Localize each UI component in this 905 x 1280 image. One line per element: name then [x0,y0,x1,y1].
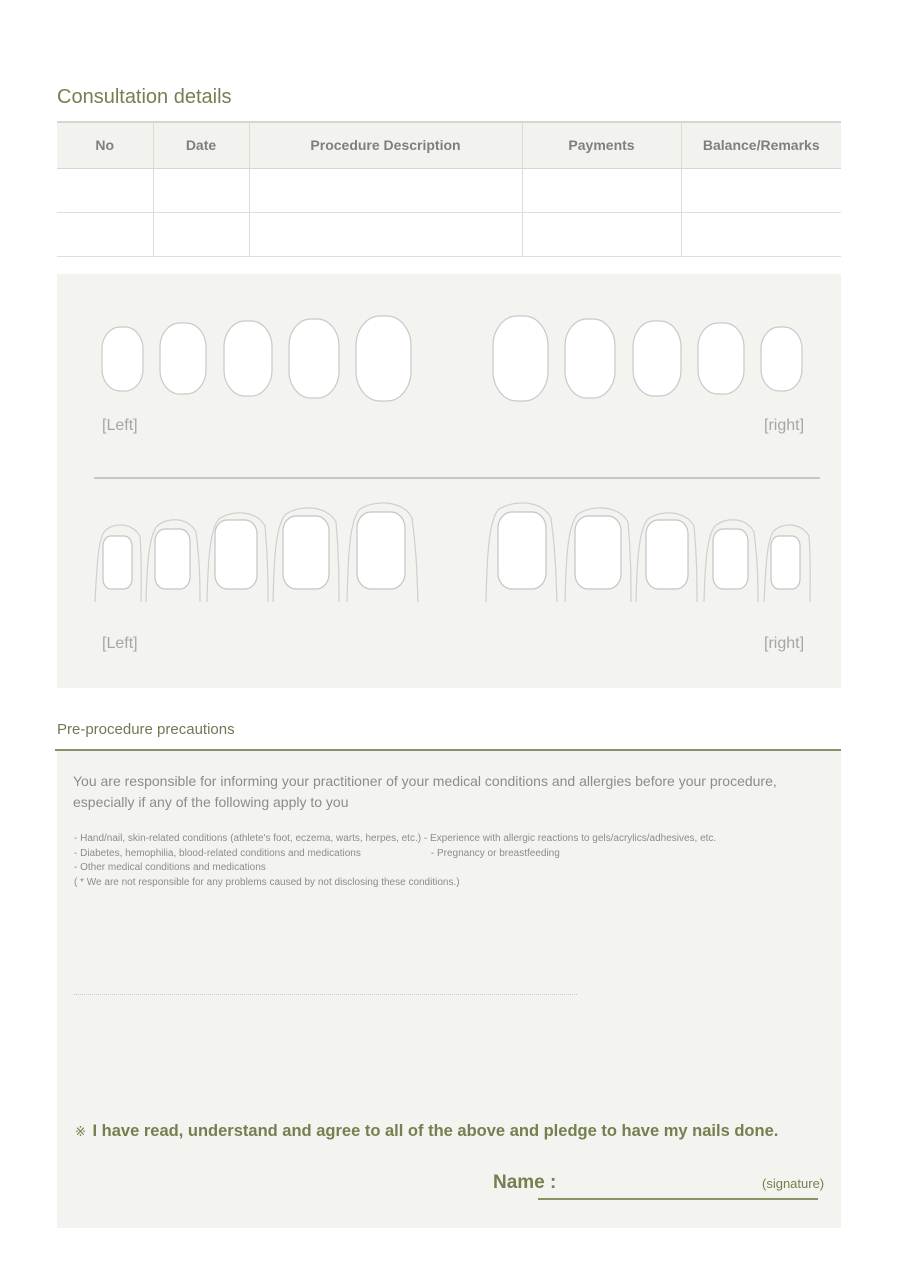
name-label: Name : [493,1172,557,1193]
reference-mark-icon: ※ [75,1124,86,1139]
list-item-text: - Diabetes, hemophilia, blood-related conditions and medications [74,847,361,859]
top-left-hand-label: [Left] [102,417,138,434]
list-item-text: - Pregnancy or breastfeeding [430,847,560,859]
table-cell[interactable] [522,212,681,256]
disclaimer-note: ( * We are not responsible for any problems caused by not disclosing these conditions.) [74,876,460,888]
table-cell[interactable] [681,212,841,256]
signature-label: (signature) [762,1176,825,1191]
notes-line [74,994,577,995]
nail-shape [493,316,548,401]
nail-shape [713,529,748,589]
precautions-list [74,832,716,890]
bottom-left-hand-label: [Left] [102,635,138,652]
consultation-table [57,121,841,257]
table-cell[interactable] [249,212,522,256]
nail-shape [771,536,800,589]
list-item-text: - Experience with allergic reactions to gels/acrylics/adhesives, etc. [423,833,717,844]
nail-shape [215,520,257,589]
column-header-date: Date [153,122,249,168]
table-row [57,168,841,212]
table-header-row [57,122,841,168]
table-cell[interactable] [153,212,249,256]
nail-shape [224,321,272,396]
table-cell[interactable] [681,168,841,212]
table-row [57,212,841,256]
nail-shape [102,327,143,391]
nail-shape [357,512,405,589]
column-header-balance-remarks: Balance/Remarks [681,122,841,168]
list-item [74,832,716,847]
table-cell[interactable] [153,168,249,212]
table-cell[interactable] [522,168,681,212]
list-item [74,847,716,862]
nail-shape [498,512,546,589]
nail-shape [356,316,411,401]
precautions-panel [57,751,841,1228]
consultation-title: Consultation details [57,86,232,108]
nail-shape [160,323,206,394]
list-item-text: - Hand/nail, skin-related conditions (athlete's foot, eczema, warts, herpes, etc.) [74,833,422,844]
table-cell[interactable] [249,168,522,212]
precautions-intro: You are responsible for informing your practitioner of your medical conditions and allergies before your procedure, especially if any of the following apply to you [73,773,777,810]
list-item: - Other medical conditions and medications [74,862,266,873]
nail-chart-drawing [57,274,841,688]
column-header-payments: Payments [522,122,681,168]
signature-field[interactable] [538,1198,818,1200]
nail-shape [565,319,615,398]
nail-shape [761,327,802,391]
column-header-procedure-description: Procedure Description [249,122,522,168]
top-right-hand-label: [right] [764,417,805,434]
nail-shape [633,321,681,396]
table-cell[interactable] [57,212,153,256]
nail-shape [283,516,329,589]
nail-shape [103,536,132,589]
precautions-title: Pre-procedure precautions [57,721,235,738]
nail-shape [698,323,744,394]
nail-chart-panel [57,274,841,688]
agreement-text: I have read, understand and agree to all of the above and pledge to have my nails done. [92,1122,779,1140]
nail-shape [575,516,621,589]
column-header-no: No [57,122,153,168]
nail-shape [155,529,190,589]
nail-shape [289,319,339,398]
table-cell[interactable] [57,168,153,212]
agreement-statement [75,1122,778,1141]
bottom-right-hand-label: [right] [764,635,805,652]
nail-shape [646,520,688,589]
